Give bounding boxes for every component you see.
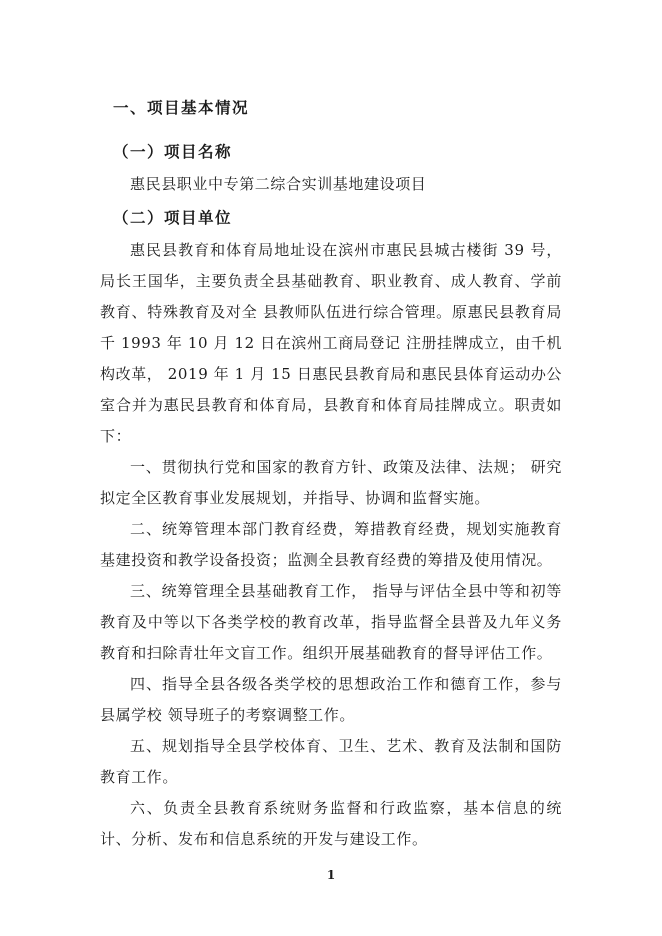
section-title-project-name: （一）项目名称 bbox=[113, 142, 233, 161]
paragraph-duty-5: 五、规划指导全县学校体育、卫生、艺术、教育及法制和国防教育工作。 bbox=[100, 737, 562, 786]
paragraph-unit-intro: 惠民县教育和体育局地址设在滨州市惠民县城古楼街 39 号，局长王国华，主要负责全县基础教育、职业教育、成人教育、学前教育、特殊教育及对全 县教师队伍进行综合管理。原惠民县教育局千 1993 年 10 月 12 日在滨州工商局登记 注册挂牌成立，由千机构改革， 2019 年 1 月 15 日惠民县教育局和惠民县体育运动办公室合并为惠民县教育和体育局，县教育和体育局挂牌成立。职责如下： bbox=[100, 241, 563, 445]
section-title-project-unit: （二）项目单位 bbox=[113, 208, 233, 227]
paragraph-duty-3: 三、统筹管理全县基础教育工作， 指导与评估全县中等和初等教育及中等以下各类学校的教育改革，指导监督全县普及九年义务教育和扫除青壮年文盲工作。组织开展基础教育的督导评估工作。 bbox=[100, 582, 562, 662]
project-name-text: 惠民县职业中专第二综合实训基地建设项目 bbox=[130, 175, 427, 193]
paragraph-duty-2: 二、统筹管理本部门教育经费，筹措教育经费，规划实施教育基建投资和教学设备投资；监测全县教育经费的筹措及使用情况。 bbox=[100, 520, 562, 569]
page-number: 1 bbox=[326, 868, 336, 882]
doc-heading: 一、项目基本情况 bbox=[113, 98, 250, 117]
paragraph-duty-6: 六、负责全县教育系统财务监督和行政监察，基本信息的统计、分析、发布和信息系统的开发与建设工作。 bbox=[100, 799, 562, 848]
paragraph-duty-4: 四、指导全县各级各类学校的思想政治工作和德育工作，参与县属学校 领导班子的考察调整工作。 bbox=[100, 675, 562, 724]
paragraph-duty-1: 一、贯彻执行党和国家的教育方针、政策及法律、法规； 研究拟定全区教育事业发展规划，并指导、协调和监督实施。 bbox=[100, 458, 562, 507]
